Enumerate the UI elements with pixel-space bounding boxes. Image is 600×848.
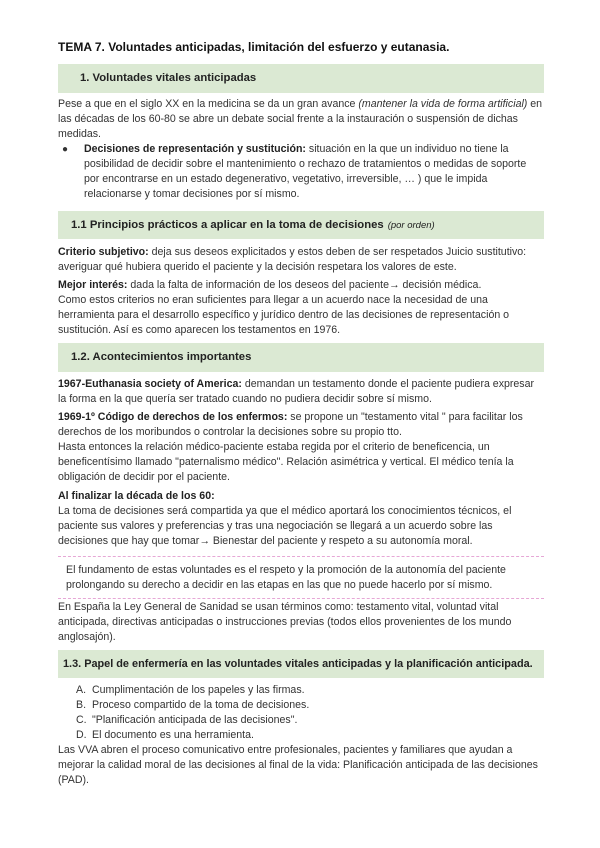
- list-item: [58, 728, 544, 743]
- finalizar-decada-heading: Al finalizar la década de los 60:: [58, 490, 215, 502]
- list-item-text: Cumplimentación de los papeles y las firmas.: [92, 684, 305, 696]
- list-item: [58, 683, 544, 698]
- list-letter: C.: [76, 714, 87, 726]
- decision-compartida-paragraph: La toma de decisiones será compartida ya que el médico aportará los conocimientos técnicos, el paciente sus valores y preferencias y tras una negociación se llegará a un acuerdo sobre las decisiones que hay que tomar→ Bienestar del paciente y respeto a su autonomía moral.: [58, 505, 512, 547]
- text-run: en las décadas de los 60-80 se abre un debate social frente a la instauración o suspensión de dichas medidas.: [58, 98, 543, 140]
- text-run: deja sus deseos explicitados y estos deben de ser respetados Juicio sustitutivo: averiguar qué hubiera querido el paciente y la decisión respetara los valores de este.: [58, 246, 527, 273]
- section-heading-1-2: [58, 343, 544, 372]
- list-item-text: El documento es una herramienta.: [92, 729, 254, 741]
- codigo-derechos-paragraph: [58, 410, 544, 440]
- term: 1967-Euthanasia society of America:: [58, 378, 242, 390]
- euthanasia-society-paragraph: [58, 377, 544, 407]
- list-letter: D.: [76, 729, 87, 741]
- section-heading-1-2-text: 1.2. Acontecimientos importantes: [71, 351, 252, 363]
- mejor-interes-paragraph: [58, 278, 544, 293]
- section-heading-1-1-note: (por orden): [387, 219, 435, 231]
- list-item: [58, 698, 544, 713]
- term: Mejor interés:: [58, 279, 128, 291]
- nursing-role-list: [58, 683, 544, 743]
- list-letter: B.: [76, 699, 87, 711]
- highlight-quote-box: [58, 556, 544, 599]
- bullet-item: [58, 142, 544, 202]
- list-letter: A.: [76, 684, 87, 696]
- italic-run: (mantener la vida de forma artificial): [358, 98, 528, 110]
- bullet-dot-icon: ●: [62, 144, 69, 155]
- section-1-3-body: [58, 683, 544, 788]
- list-item-text: Proceso compartido de la toma de decisiones.: [92, 699, 310, 711]
- term: 1969-1º Código de derechos de los enfermos:: [58, 411, 288, 423]
- section-1-1-body: [58, 245, 544, 338]
- text-run: Pese a que en el siglo XX en la medicina se da un gran avance: [58, 98, 359, 110]
- section-1-paragraph: [58, 97, 544, 142]
- highlight-quote-text: El fundamento de estas voluntades es el respeto y la promoción de la autonomía del paciente prolongando su derecho a decidir en las etapas en las que no puede hacerlo por sí mismo.: [66, 564, 506, 591]
- ley-general-paragraph: En España la Ley General de Sanidad se usan términos como: testamento vital, voluntad vital anticipada, directivas anticipadas o instrucciones previas (todos ellos provenientes de los mundo anglosajón).: [58, 601, 512, 643]
- section-1-2-body: [58, 377, 544, 549]
- text-run: demandan un testamento donde el paciente pudiera expresar la forma en la que quería ser tratado cuando no pudiera decidir sobre sí mismo.: [58, 378, 535, 405]
- document-title: TEMA 7. Voluntades anticipadas, limitación del esfuerzo y eutanasia.: [58, 40, 450, 54]
- text-run: se propone un "testamento vital " para facilitar los derechos de los moribundos o controlar la decisiones sobre su propio tto.: [58, 411, 523, 438]
- paternalismo-paragraph: Hasta entonces la relación médico-paciente estaba regida por el criterio de beneficencia, un beneficentísimo llamado "paternalismo médico". Relación asimétrica y vertical. El médico tenía la obligación de decidir por el paciente.: [58, 441, 514, 483]
- term: Criterio subjetivo:: [58, 246, 149, 258]
- section-heading-1-3: [58, 650, 544, 678]
- bullet-text: situación en la que un individuo no tiene la posibilidad de decidir sobre el mantenimiento o rechazo de tratamientos o medidas de soporte por encontrarse en un estado degenerativo, vegetativo, irreversible, … ) que le impida relacionarse y tomar decisiones por sí mismo.: [84, 143, 527, 200]
- list-item-text: "Planificación anticipada de las decisiones".: [92, 714, 298, 726]
- section-heading-1-1-text: 1.1 Principios prácticos a aplicar en la toma de decisiones: [71, 218, 384, 231]
- list-item: [58, 713, 544, 728]
- section-heading-1-3-text: 1.3. Papel de enfermería en las voluntades vitales anticipadas y la planificación anticipada.: [63, 657, 533, 670]
- text-run: dada la falta de información de los deseos del paciente→ decisión médica.: [127, 279, 482, 291]
- section-heading-1: [58, 64, 544, 93]
- section-1-body: [58, 97, 544, 202]
- section-heading-1-text: 1. Voluntades vitales anticipadas: [80, 72, 257, 84]
- vva-closing-paragraph: Las VVA abren el proceso comunicativo entre profesionales, pacientes y familiares que ayudan a mejorar la calidad moral de las decisiones al final de la vida: Planificación anticipada de las decisiones (PAD).: [58, 744, 538, 786]
- ley-general-block: [58, 600, 544, 645]
- criterio-subjetivo-paragraph: [58, 245, 544, 275]
- section-heading-1-1: [58, 211, 544, 239]
- bullet-term: Decisiones de representación y sustitución:: [84, 143, 306, 155]
- testamentos-paragraph: Como estos criterios no eran suficientes para llegar a un acuerdo nace la necesidad de una herramienta para el desarrollo específico y jurídico dentro de las decisiones de representación o sustitución. Así es como aparecen los testamentos en 1976.: [58, 294, 510, 336]
